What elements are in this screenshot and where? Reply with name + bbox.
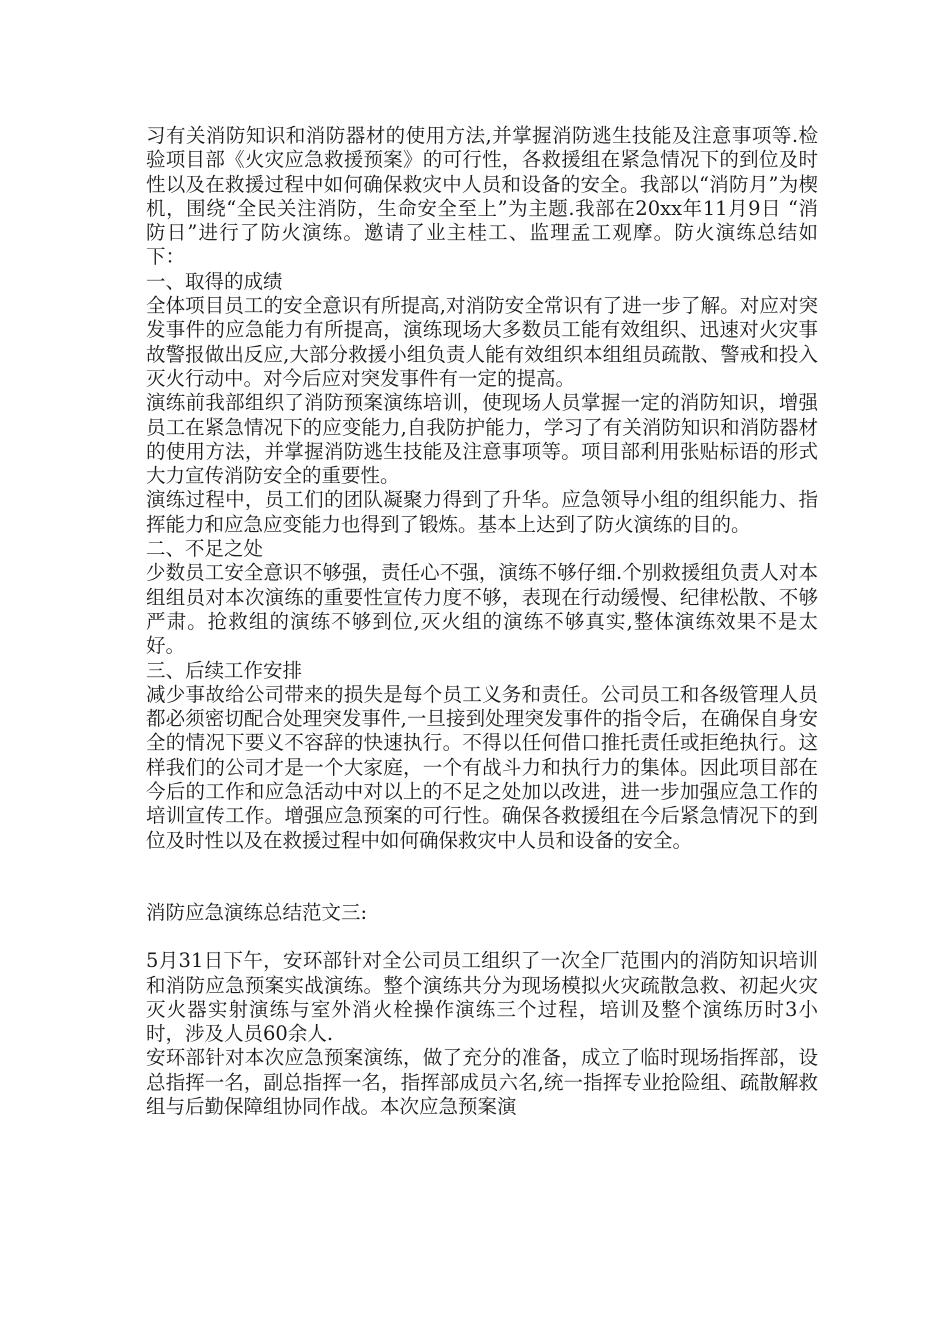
paragraph-followup: 减少事故给公司带来的损失是每个员工义务和责任。公司员工和各级管理人员都必须密切配合处理突发事件,一旦接到处理突发事件的指令后，在确保自身安全的情况下要义不容辞的快速执行。不得以任何借口推托责任或拒绝执行。这样我们的公司才是一个大家庭，一个有战斗力和执行力的集体。因此项目部在今后的工作和应急活动中对以上的不足之处加以改进，进一步加强应急工作的培训宣传工作。增强应急预案的可行性。确保各救援组在今后紧急情况下的到位及时性以及在救援过程中如何确保救灾中人员和设备的安全。: [146, 682, 818, 852]
section-heading-shortcomings: 二、不足之处: [146, 537, 264, 561]
paragraph-achievements-3: 演练过程中，员工们的团队凝聚力得到了升华。应急领导小组的组织能力、指挥能力和应急应变能力也得到了锻炼。基本上达到了防火演练的目的。: [146, 488, 818, 536]
document-body: [146, 124, 818, 1119]
section-title-sample-three: 消防应急演练总结范文三:: [146, 900, 368, 924]
paragraph-sample-three-2: 安环部针对本次应急预案演练，做了充分的准备，成立了临时现场指挥部，设总指挥一名，副总指挥一名，指挥部成员六名,统一指挥专业抢险组、疏散解救组与后勤保障组协同作战。本次应急预案演: [146, 1046, 818, 1118]
paragraph-intro: 习有关消防知识和消防器材的使用方法,并掌握消防逃生技能及注意事项等.检验项目部《火灾应急救援预案》的可行性，各救援组在紧急情况下的到位及时性以及在救援过程中如何确保救灾中人员和设备的安全。我部以“消防月”为楔机，围绕“全民关注消防，生命安全至上”为主题.我部在20xx年11月9日 “消防日”进行了防火演练。邀请了业主桂工、监理孟工观摩。防火演练总结如下：: [146, 124, 818, 269]
paragraph-achievements-1: 全体项目员工的安全意识有所提高,对消防安全常识有了进一步了解。对应对突发事件的应急能力有所提高，演练现场大多数员工能有效组织、迅速对火灾事故警报做出反应,大部分救援小组负责人能有效组织本组组员疏散、警戒和投入灭火行动中。对今后应对突发事件有一定的提高。: [146, 294, 818, 390]
paragraph-achievements-2: 演练前我部组织了消防预案演练培训，使现场人员掌握一定的消防知识，增强员工在紧急情况下的应变能力,自我防护能力，学习了有关消防知识和消防器材的使用方法，并掌握消防逃生技能及注意事项等。项目部利用张贴标语的形式大力宣传消防安全的重要性。: [146, 391, 818, 488]
section-heading-followup: 三、后续工作安排: [146, 658, 303, 682]
spacer: [146, 853, 818, 901]
spacer: [146, 925, 818, 949]
paragraph-sample-three-1: 5月31日下午，安环部针对全公司员工组织了一次全厂范围内的消防知识培训和消防应急预案实战演练。整个演练共分为现场模拟火灾疏散急救、初起火灾灭火器实射演练与室外消火栓操作演练三个过程，培训及整个演练历时3小时，涉及人员60余人.: [146, 949, 818, 1046]
paragraph-shortcomings: 少数员工安全意识不够强，责任心不强，演练不够仔细.个别救援组负责人对本组组员对本次演练的重要性宣传力度不够，表现在行动缓慢、纪律松散、不够严肃。抢救组的演练不够到位,灭火组的演练不够真实,整体演练效果不是太好。: [146, 561, 818, 658]
section-heading-achievements: 一、取得的成绩: [146, 269, 283, 293]
